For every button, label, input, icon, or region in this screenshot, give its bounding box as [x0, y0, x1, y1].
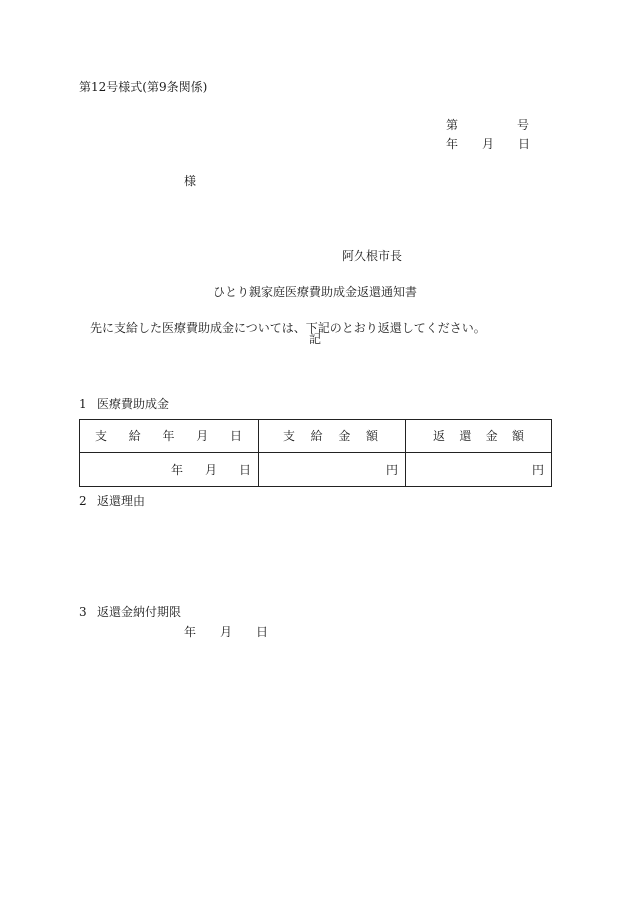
- section-2-number: 2: [79, 494, 87, 508]
- header-refund-amount: 返 還 金 額: [406, 420, 552, 453]
- section-2-heading: [79, 495, 145, 507]
- document-number: [446, 119, 529, 131]
- header-payment-amount: 支 給 金 額: [259, 420, 406, 453]
- deadline-month: 月: [220, 625, 233, 639]
- document-title: ひとり親家庭医療費助成金返還通知書: [212, 285, 417, 299]
- document-number-suffix: 号: [517, 118, 530, 132]
- section-1-heading: [79, 398, 169, 410]
- header-payment-date: 支 給 年 月 日: [80, 420, 259, 453]
- section-1-number: 1: [79, 397, 87, 411]
- document-date-year: 年: [446, 137, 459, 151]
- payment-amount-cell: 円: [259, 453, 406, 487]
- document-date-month: 月: [482, 137, 495, 151]
- section-3-label: 返還金納付期限: [97, 605, 182, 619]
- issuer: 阿久根市長: [342, 249, 403, 263]
- refund-amount-cell: 円: [406, 453, 552, 487]
- aid-table-value-row: [80, 453, 552, 487]
- payment-date-cell: 年 月 日: [80, 453, 259, 487]
- body-text: 先に支給した医療費助成金については、下記のとおり返還してください。: [90, 321, 486, 335]
- deadline-date: [184, 626, 268, 638]
- aid-table: [79, 419, 552, 487]
- deadline-day: 日: [256, 625, 269, 639]
- document-date: [446, 138, 530, 150]
- section-3-number: 3: [79, 605, 87, 619]
- ki-heading: 記: [308, 332, 321, 346]
- section-1-label: 医療費助成金: [97, 397, 170, 411]
- deadline-year: 年: [184, 625, 197, 639]
- aid-table-header-row: [80, 420, 552, 453]
- document-date-day: 日: [518, 137, 531, 151]
- section-3-heading: [79, 606, 181, 618]
- document-number-prefix: 第: [446, 118, 459, 132]
- addressee-suffix: 様: [184, 174, 197, 188]
- section-2-label: 返還理由: [97, 494, 146, 508]
- form-title: 第12号様式(第9条関係): [79, 80, 208, 94]
